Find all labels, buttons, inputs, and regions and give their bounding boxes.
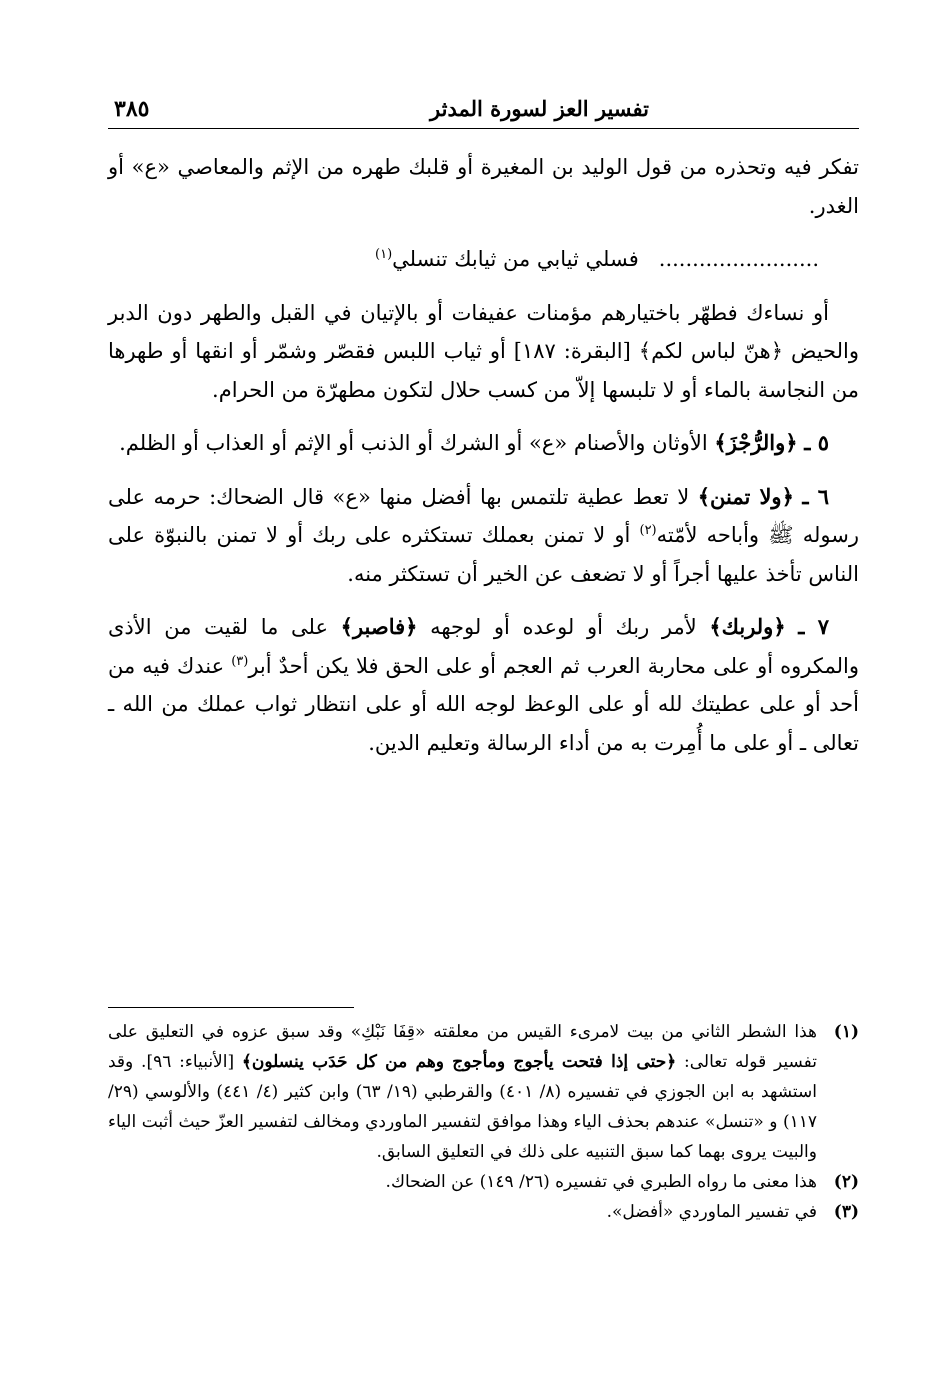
footnote-ref-3: (٣) xyxy=(231,653,249,669)
footnote-1-text-a: هذا الشطر الثاني من بيت لامرىء القيس من معلقته «قِفَا نَبْكِ» وقد سبق عزوه في التعليق على تفسير قوله تعالى: xyxy=(108,1022,818,1072)
item-6-text-a: لا تعط عطية تلتمس بها أفضل منها «ع» قال الضحاك: حرمه على رسوله ﷺ وأباحه لأمّته xyxy=(108,484,859,547)
item-6-text-b: أو لا تمنن بعملك تستكثره على ربك أو لا تمنن بالنبوّة على الناس تأخذ عليها أجراً أو لا تضعف عن الخير أن تستكثر منه. xyxy=(108,523,859,586)
item-5-text: الأوثان والأصنام «ع» أو الشرك أو الذنب أو الإثم أو العذاب أو الظلم. xyxy=(119,431,708,455)
footnote-1-text-b: [الأنبياء: ٩٦]. وقد استشهد به ابن الجوزي في تفسيره (٨/ ٤٠١) والقرطبي (١٩/ ٦٣) وابن كثير (٤/ ٤٤١) والألوسي (٢٩/ ١١٧) و «تنسل» عندهم بحذف الياء وهذا موافق لتفسير الماوردي ومخالف لتفسير العزّ حيث أثبت الياء والبيت يروى بهما كما سبق التنبيه على ذلك في التعليق السابق. xyxy=(108,1052,817,1162)
item-number-7: ٧ ـ xyxy=(798,614,829,639)
item-7-text-c: عندك فيه من أحد أو على عطيتك لله أو على الوعظ لوجه الله أو على انتظار ثواب عملك من الله ـ تعالى ـ أو على ما أُمِرت به من أداء الرسالة وتعليم الدين. xyxy=(108,653,859,755)
paragraph-item-6 xyxy=(108,478,859,594)
quran-quote-rujz: ﴿والرُّجْزَ﴾ xyxy=(714,430,798,455)
running-title: تفسير العز لسورة المدثر xyxy=(430,96,649,121)
paragraph-item-5 xyxy=(108,424,859,463)
main-text xyxy=(108,148,859,762)
paragraph-item-7 xyxy=(108,608,859,762)
poetry-verse xyxy=(108,240,859,279)
footnote-number: (٣) xyxy=(833,1202,859,1222)
footnote-number: (٢) xyxy=(833,1172,859,1192)
quran-quote-la-tamnun: ﴿ولا تمنن﴾ xyxy=(697,483,794,509)
footnote-3 xyxy=(108,1197,859,1227)
item-number-5: ٥ ـ xyxy=(804,430,829,455)
page-number: ٣٨٥ xyxy=(114,96,150,122)
page-header xyxy=(108,92,859,129)
item-7-text-a: لأمر ربك أو لوعده أو لوجهه xyxy=(430,615,697,639)
footnotes xyxy=(108,1017,859,1227)
book-page xyxy=(108,0,859,1384)
footnote-number: (١) xyxy=(833,1022,859,1042)
footnote-text xyxy=(108,1017,817,1167)
footnote-ref-2: (٢) xyxy=(639,523,657,538)
footnote-ref-1: (١) xyxy=(375,247,393,262)
footnote-separator xyxy=(108,1007,354,1008)
paragraph-1: تفكر فيه وتحذره من قول الوليد بن المغيرة أو قلبك طهره من الإثم والمعاصي «ع» أو الغدر. xyxy=(108,155,859,218)
item-number-6: ٦ ـ xyxy=(802,483,829,509)
paragraph-2: أو نساءك فطهّر باختيارهم مؤمنات عفيفات أو بالإتيان في القبل والطهر دون الدبر والحيض ﴿هنّ لباس لكم﴾ [البقرة: ١٨٧] أو ثياب اللبس فقصّر وشمّر أو انقها أو طهرها من النجاسة بالماء أو لا تلبسها إلاّ من كسب حلال لتكون مطهرّة من الحرام. xyxy=(108,300,859,402)
quran-quote-fasbir: ﴿فاصبر﴾ xyxy=(340,614,418,639)
footnote-2 xyxy=(108,1167,859,1197)
footnote-1 xyxy=(108,1017,859,1167)
item-7-text-b: على ما لقيت من الأذى والمكروه أو على محاربة العرب ثم العجم أو على الحق فلا يكن أحدٌ أبر xyxy=(108,615,859,678)
verse-dots: ........................ xyxy=(658,247,819,271)
quran-quote-wa-li-rabbika: ﴿ولربك﴾ xyxy=(709,614,786,639)
footnote-quran-quote: ﴿حتى إذا فتحت يأجوج ومأجوج وهم من كل حَدَب ينسلون﴾ xyxy=(241,1052,677,1072)
footnote-text: هذا معنى ما رواه الطبري في تفسيره (٢٦/ ١٤٩) عن الضحاك. xyxy=(385,1172,817,1192)
verse-text: فسلي ثيابي من ثيابك تنسلي xyxy=(392,247,639,271)
footnote-text: في تفسير الماوردي «أفضل». xyxy=(606,1202,817,1222)
